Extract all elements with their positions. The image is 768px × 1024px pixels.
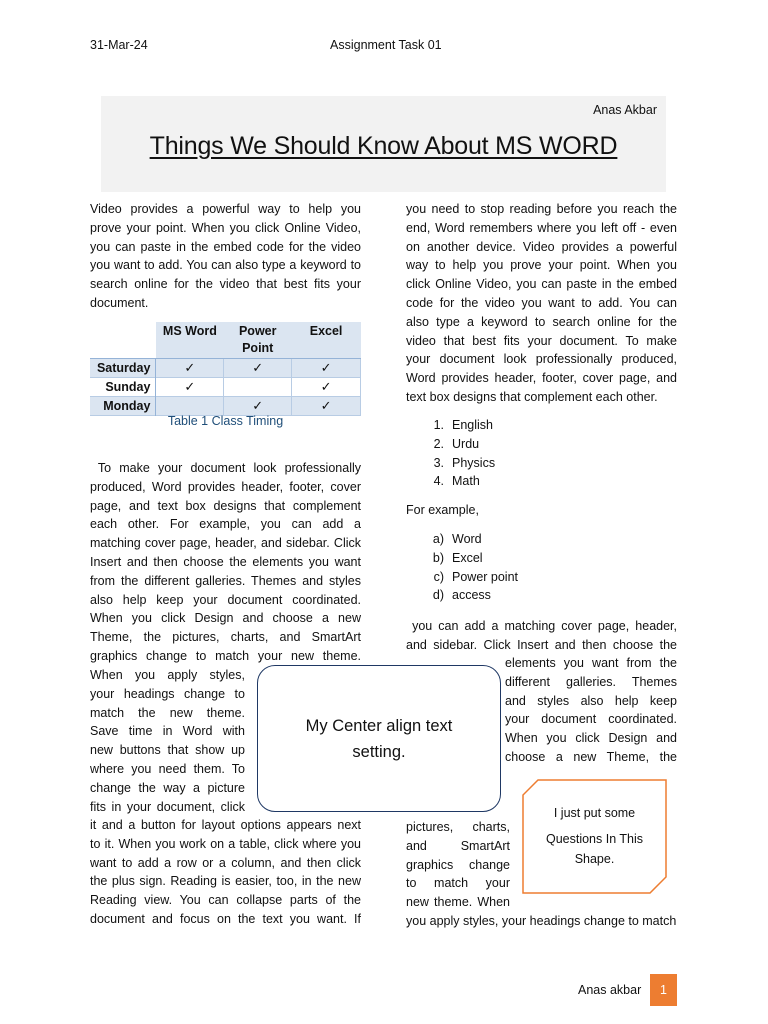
header-title: Assignment Task 01 — [330, 38, 442, 52]
text-line: end, Word remembers where you left off - even — [406, 220, 677, 235]
questions-shape — [522, 779, 667, 894]
text-line: each other. For example, you can add a — [90, 517, 361, 532]
text-line: also help keep your document coordinated. — [90, 592, 361, 607]
check-icon: ✓ — [292, 396, 361, 415]
text-line: choose a new Theme, the — [505, 749, 677, 764]
text-line: elements you want from the — [505, 656, 677, 670]
text-line: and SmartArt — [406, 838, 510, 853]
document-title: Things We Should Know About MS WORD — [149, 132, 618, 160]
list-item-text: Word — [452, 532, 482, 546]
text-line: it and a button for layout options appears next — [90, 818, 361, 832]
table-header-msword: MS Word — [156, 322, 224, 358]
table-row — [90, 396, 361, 415]
check-icon: ✓ — [292, 377, 361, 396]
callout-text: My Center align text setting. — [305, 716, 453, 761]
table-cell-empty — [224, 377, 292, 396]
text-line: change the way a picture — [90, 780, 245, 795]
list-item — [422, 549, 518, 568]
footer-author: Anas akbar — [578, 983, 642, 997]
header-date: 31-Mar-24 — [90, 38, 148, 52]
list-item-text: Math — [452, 474, 480, 489]
col2-paragraph-2-wrap-right — [505, 654, 677, 767]
text-line: Video provides a powerful way to help you — [90, 202, 361, 216]
table-row — [90, 377, 361, 396]
list-item-text: Physics — [452, 455, 496, 470]
list-item — [422, 472, 495, 491]
text-line: page, and text box designs that complement — [90, 498, 361, 513]
text-line: graphics change — [406, 857, 510, 872]
list-item — [422, 530, 518, 549]
text-line: video that best fits your document. To make — [406, 333, 677, 348]
table-caption: Table 1 Class Timing — [167, 414, 284, 428]
col1-paragraph-1 — [90, 200, 361, 313]
text-line: fits in your document, click — [90, 799, 245, 814]
text-line: Save time in Word with — [90, 724, 245, 739]
text-line: where you need them. To — [90, 761, 245, 776]
text-line: When you click Design and choose a new — [90, 611, 361, 626]
col2-paragraph-2-wrap-left — [406, 818, 510, 912]
text-line: way to help you prove your point. When you — [406, 258, 677, 273]
text-line: Theme, the pictures, charts, and SmartArt — [90, 630, 361, 645]
list-marker: d) — [432, 588, 444, 603]
table-cell-empty — [156, 396, 224, 415]
table-row — [90, 358, 361, 377]
text-line: the plus sign. Reading is easier, too, in the new — [90, 874, 361, 889]
text-line: document and focus on the text you want. If — [90, 911, 361, 926]
text-line: and styles also help keep — [505, 693, 677, 708]
text-line: you want to add. You can also type a keyword to — [90, 258, 361, 273]
table-header-excel: Excel — [292, 322, 361, 358]
table-corner — [90, 322, 156, 358]
page-number-badge: 1 — [650, 974, 677, 1006]
title-block — [101, 96, 666, 192]
text-line: your headings change to — [90, 686, 245, 701]
text-line: want to add a row or a column, and then click — [90, 855, 361, 870]
list-marker: 4. — [433, 474, 444, 489]
text-line: new theme. When — [406, 895, 510, 910]
text-line: and sidebar. Click Insert and then choose the — [406, 637, 677, 652]
check-icon: ✓ — [224, 358, 292, 377]
text-line: different galleries. Themes — [505, 674, 677, 689]
class-timing-table — [90, 322, 361, 416]
check-icon: ✓ — [292, 358, 361, 377]
list-item — [422, 568, 518, 587]
text-line: match the new theme. — [90, 705, 245, 720]
check-icon: ✓ — [224, 396, 292, 415]
text-line: Word provides header, footer, cover page, and — [406, 371, 677, 386]
text-line: document. — [90, 295, 149, 310]
list-marker: 1. — [433, 418, 444, 432]
table-row-day: Saturday — [90, 358, 156, 377]
list-item-text: access — [452, 588, 491, 603]
list-item-text: Excel — [452, 550, 483, 565]
table-header-powerpoint: Power Point — [224, 322, 292, 358]
text-line: To make your document look professionally — [90, 461, 361, 475]
questions-shape-text — [522, 801, 667, 869]
list-marker: c) — [433, 569, 444, 584]
check-icon: ✓ — [156, 377, 224, 396]
table-row-day: Monday — [90, 396, 156, 415]
numbered-list — [422, 416, 495, 491]
table-row-day: Sunday — [90, 377, 156, 396]
list-marker: a) — [432, 532, 444, 546]
text-line: you can add a matching cover page, header, — [406, 619, 677, 633]
text-line: When you apply styles, — [90, 668, 245, 682]
check-icon: ✓ — [156, 358, 224, 377]
text-line: code for the video you want to add. You can — [406, 295, 677, 310]
text-line: you can paste in the embed code for the video — [90, 239, 361, 254]
list-item-text: Urdu — [452, 436, 480, 451]
text-line: also type a keyword to search online for the — [406, 314, 677, 329]
list-item — [422, 454, 495, 473]
list-marker: b) — [432, 550, 444, 565]
text-line: new buttons that show up — [90, 743, 245, 758]
col1-paragraph-2 — [90, 459, 361, 666]
list-marker: 2. — [433, 436, 444, 451]
text-line: graphics change to match your new theme. — [90, 648, 361, 663]
text-line: click Online Video, you can paste in the embed — [406, 277, 677, 292]
text-line: from the different galleries. Themes and styles — [90, 573, 361, 588]
text-line: you need to stop reading before you reach the — [406, 202, 677, 216]
text-line: Reading view. You can collapse parts of the — [90, 893, 361, 908]
text-line: your document look professionally produced, — [406, 352, 677, 367]
text-line: text box designs that complement each other. — [406, 389, 658, 404]
text-line: produced, Word provides header, footer, cover — [90, 479, 361, 494]
questions-line-2: Questions In This Shape. — [545, 832, 644, 866]
text-line: your document coordinated. — [505, 712, 677, 727]
lettered-list — [422, 530, 518, 605]
list-item — [422, 416, 495, 435]
text-line: pictures, charts, — [406, 820, 510, 834]
col2-paragraph-1 — [406, 200, 677, 407]
list-item-text: English — [452, 418, 493, 432]
for-example-label: For example, — [406, 503, 479, 517]
list-item — [422, 435, 495, 454]
list-item — [422, 586, 518, 605]
questions-line-1: I just put some — [553, 806, 636, 820]
text-line: to it. When you work on a table, click where you — [90, 836, 361, 851]
text-line: search online for the video that best fits your — [90, 277, 361, 292]
text-line: Insert and then choose the elements you want — [90, 554, 361, 569]
text-line: prove your point. When you click Online Video, — [90, 220, 361, 235]
center-align-callout — [257, 665, 501, 812]
col1-paragraph-2-wrap — [90, 666, 245, 816]
list-item-text: Power point — [452, 569, 519, 584]
text-line: to match your — [406, 876, 510, 891]
author-name: Anas Akbar — [593, 103, 657, 117]
col1-paragraph-2-tail — [90, 816, 361, 929]
text-line: matching cover page, header, and sidebar. Click — [90, 536, 361, 551]
col2-paragraph-2 — [406, 617, 677, 655]
text-line: on another device. Video provides a powerful — [406, 239, 677, 254]
list-marker: 3. — [433, 455, 444, 470]
col2-paragraph-2-last: you apply styles, your headings change to match — [406, 914, 677, 928]
text-line: When you click Design and — [505, 731, 677, 746]
